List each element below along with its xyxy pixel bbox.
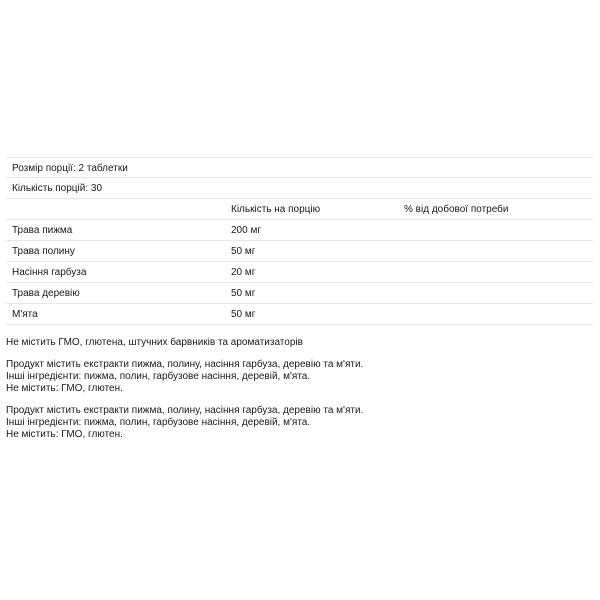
free-of-text: Не містить: ГМО, глютен.: [6, 383, 123, 394]
servings-count-row: [6, 178, 593, 199]
table-row: [6, 220, 593, 241]
other-ingredients-text: Інші інгредієнти: пижма, полин, гарбузове насіння, деревій, м'ята.: [6, 417, 311, 428]
product-notes: [6, 337, 593, 441]
ingredient-name: Насіння гарбуза: [12, 267, 87, 278]
other-ingredients-text: Інші інгредієнти: пижма, полин, гарбузове насіння, деревій, м'ята.: [6, 371, 311, 382]
gmo-free-note: Не містить ГМО, глютена, штучних барвників та ароматизаторів: [6, 337, 303, 348]
ingredient-amount: 20 мг: [231, 267, 256, 278]
ingredient-name: Трава полину: [12, 246, 75, 257]
contains-text: Продукт містить екстракти пижма, полину, насіння гарбуза, деревію та м'яти.: [6, 359, 364, 370]
table-row: [6, 283, 593, 304]
ingredient-amount: 50 мг: [231, 288, 256, 299]
table-row: [6, 241, 593, 262]
table-row: [6, 304, 593, 325]
daily-value-header: % від добової потреби: [404, 204, 509, 215]
ingredient-name: Трава деревію: [12, 288, 80, 299]
supplement-facts-table: [6, 157, 593, 325]
contains-text: Продукт містить екстракти пижма, полину, насіння гарбуза, деревію та м'яти.: [6, 405, 364, 416]
ingredient-name: М'ята: [12, 309, 38, 320]
serving-size-row: [6, 157, 593, 178]
servings-count: Кількість порцій: 30: [12, 183, 103, 194]
serving-size: Розмір порції: 2 таблетки: [12, 163, 128, 174]
ingredient-amount: 200 мг: [231, 225, 261, 236]
free-of-text: Не містить: ГМО, глютен.: [6, 429, 123, 440]
amount-header: Кількість на порцію: [231, 204, 321, 215]
ingredient-amount: 50 мг: [231, 246, 256, 257]
ingredient-name: Трава пижма: [12, 225, 73, 236]
table-header-row: [6, 199, 593, 220]
ingredient-amount: 50 мг: [231, 309, 256, 320]
table-row: [6, 262, 593, 283]
